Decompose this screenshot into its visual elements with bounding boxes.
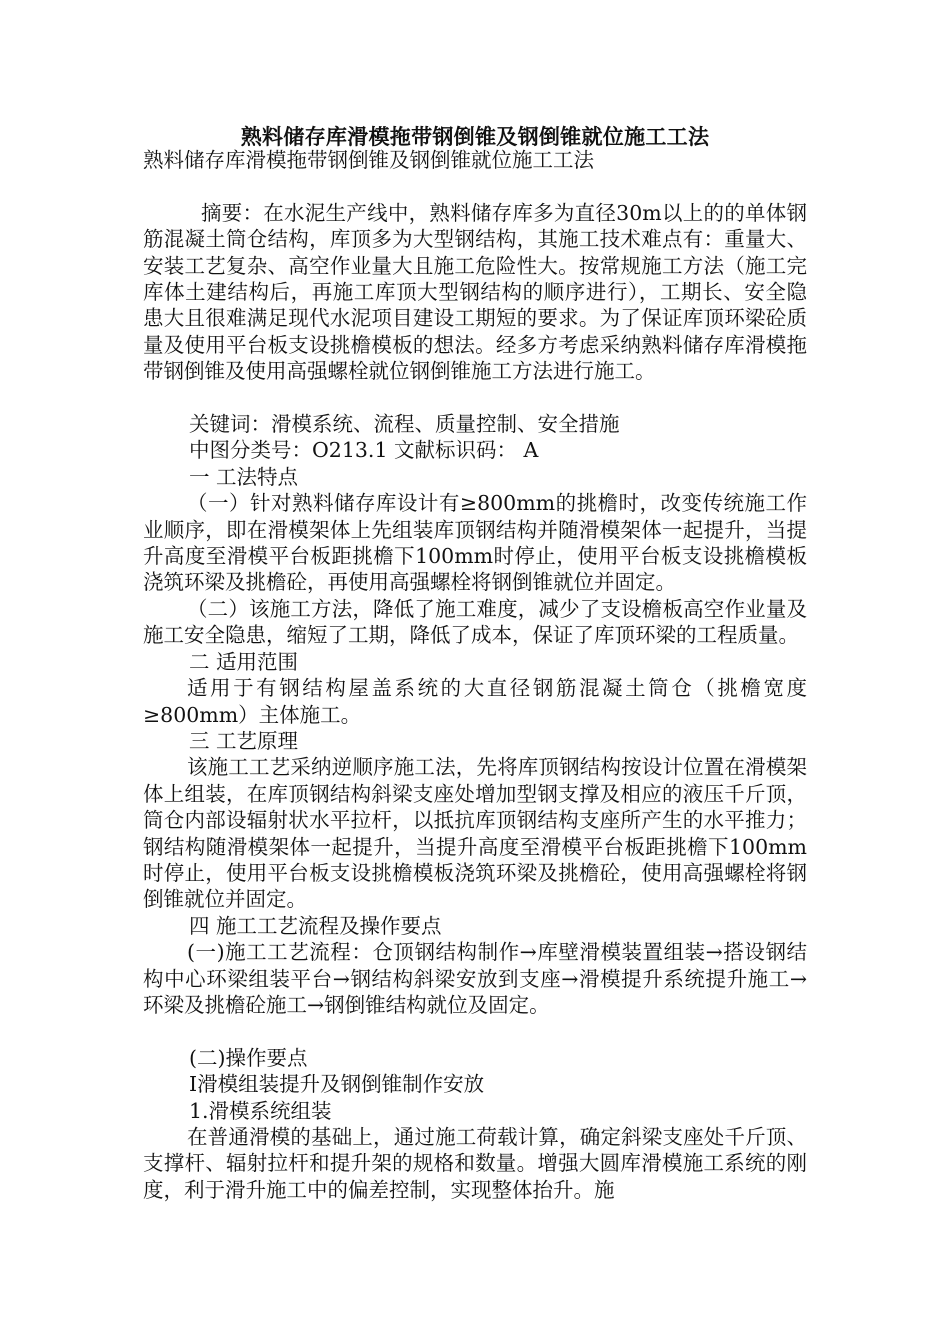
spacer — [143, 385, 807, 411]
section-paragraph: 在普通滑模的基础上，通过施工荷载计算，确定斜梁支座处千斤顶、支撑杆、辐射拉杆和提升架的规格和数量。增强大圆库滑模施工系统的刚度，利于滑升施工中的偏差控制，实现整体抬升。施 — [143, 1124, 807, 1202]
spacer — [143, 1018, 807, 1044]
classification-line: 中图分类号：O213.1 文献标识码： A — [189, 438, 539, 463]
section-heading: 三 工艺原理 — [189, 728, 299, 753]
section-heading: 四 施工工艺流程及操作要点 — [189, 913, 442, 938]
section-heading: 一 工法特点 — [189, 464, 299, 489]
document-subtitle: 熟料储存库滑模拖带钢倒锥及钢倒锥就位施工工法 — [143, 148, 594, 172]
abstract-paragraph: 摘要：在水泥生产线中，熟料储存库多为直径30m以上的的单体钢筋混凝土筒仓结构，库顶多为大型钢结构，其施工技术难点有：重量大、安装工艺复杂、高空作业量大且施工危险性大。按常规施工方法（施工完库体土建结构后，再施工库顶大型钢结构的顺序进行），工期长、安全隐患大且很难满足现代水泥项目建设工期短的要求。为了保证库顶环梁砼质量及使用平台板支设挑檐模板的想法。经多方考虑采纳熟料储存库滑模拖带钢倒锥及使用高强螺栓就位钢倒锥施工方法进行施工。 — [143, 200, 807, 384]
section-heading: 二 适用范围 — [189, 649, 299, 674]
subsection-heading: Ⅰ滑模组装提升及钢倒锥制作安放 — [189, 1072, 485, 1097]
section-paragraph: (一)施工工艺流程：仓顶钢结构制作→库壁滑模装置组装→搭设钢结构中心环梁组装平台→钢结构斜梁安放到支座→滑模提升系统提升施工→环梁及挑檐砼施工→钢倒锥结构就位及固定。 — [143, 940, 807, 1017]
spacer — [143, 173, 807, 199]
document-body — [143, 147, 807, 1203]
keywords-line: 关键词：滑模系统、流程、质量控制、安全措施 — [189, 412, 620, 437]
document-title: 熟料储存库滑模拖带钢倒锥及钢倒锥就位施工工法 — [240, 125, 710, 149]
section-paragraph: （一）针对熟料储存库设计有≥800mm的挑檐时，改变传统施工作业顺序，即在滑模架体上先组装库顶钢结构并随滑模架体一起提升，当提升高度至滑模平台板距挑檐下100mm时停止，使用平台板支设挑檐模板浇筑环梁及挑檐砼，再使用高强螺栓将钢倒锥就位并固定。 — [143, 491, 807, 595]
subsection-heading: 1.滑模系统组装 — [189, 1098, 332, 1123]
section-paragraph: （二）该施工方法，降低了施工难度，减少了支设檐板高空作业量及施工安全隐患，缩短了工期，降低了成本，保证了库顶环梁的工程质量。 — [143, 596, 807, 648]
section-paragraph: 适用于有钢结构屋盖系统的大直径钢筋混凝土筒仓（挑檐宽度≥800mm）主体施工。 — [143, 676, 807, 727]
section-paragraph: 该施工工艺采纳逆顺序施工法，先将库顶钢结构按设计位置在滑模架体上组装，在库顶钢结构斜梁支座处增加型钢支撑及相应的液压千斤顶，筒仓内部设辐射状水平拉杆，以抵抗库顶钢结构支座所产生的水平推力；钢结构随滑模架体一起提升，当提升高度至滑模平台板距挑檐下100mm时停止，使用平台板支设挑檐模板浇筑环梁及挑檐砼，使用高强螺栓将钢倒锥就位并固定。 — [143, 755, 807, 912]
subsection-heading: (二)操作要点 — [189, 1045, 308, 1070]
